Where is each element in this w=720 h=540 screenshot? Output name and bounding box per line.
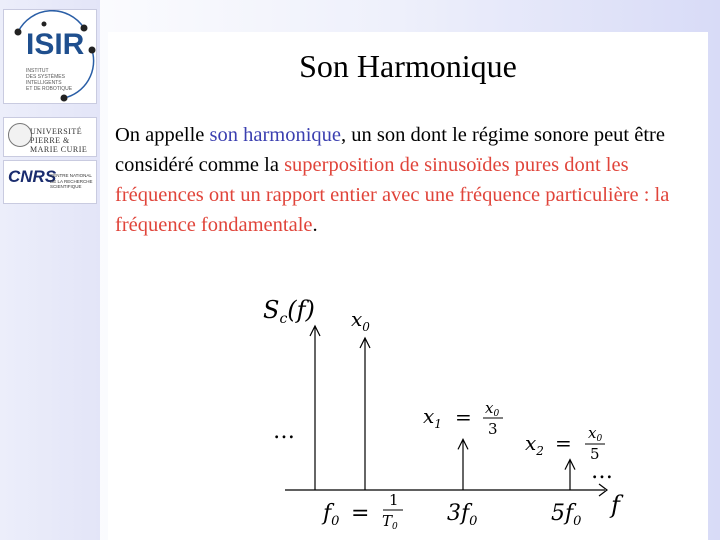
freq-label-3: $5f_0$ bbox=[551, 501, 582, 529]
y-axis-label: $S_c(f)$ bbox=[263, 296, 315, 327]
body-text-3: . bbox=[312, 214, 318, 236]
svg-text:3: 3 bbox=[488, 420, 498, 438]
svg-text:x1: $x_1$ bbox=[423, 404, 442, 431]
svg-text:5: 5 bbox=[590, 445, 600, 463]
spectrum-figure bbox=[255, 288, 645, 533]
x-axis-label: f bbox=[611, 491, 620, 519]
svg-text:x0: $x_0$ bbox=[588, 424, 603, 444]
cnrs-logo bbox=[3, 160, 97, 204]
svg-text:f0: $f_0$ bbox=[323, 501, 340, 529]
term-superposition: superposition de sinusoïdes pures dont les fréquences ont un rapport entier avec une fréquence particulière : la fréquence fondamentale bbox=[115, 154, 670, 236]
peak-1-amplitude: $x_0$ bbox=[351, 307, 370, 334]
term-son-harmonique: son harmonique bbox=[209, 124, 342, 146]
svg-text:=: = bbox=[555, 431, 572, 455]
slide-body bbox=[115, 120, 705, 240]
body-text-2: , un son dont le régime sonore peut être considéré comme la bbox=[115, 124, 665, 176]
freq-label-2: $3f_0$ bbox=[447, 501, 478, 529]
upmc-seal-icon bbox=[8, 123, 32, 147]
peak-3-amplitude bbox=[525, 424, 605, 463]
left-ellipsis: … bbox=[273, 419, 295, 444]
isir-logo bbox=[3, 9, 97, 104]
cnrs-logo-subtitle: CENTRE NATIONAL DE LA RECHERCHE SCIENTIFIQUE bbox=[50, 173, 93, 189]
svg-text:1: 1 bbox=[389, 491, 399, 509]
upmc-logo-name: UNIVERSITÉ PIERRE & MARIE CURIE bbox=[30, 127, 88, 154]
right-ellipsis: … bbox=[591, 459, 613, 484]
svg-text:=: = bbox=[351, 501, 370, 526]
isir-logo-name: ISIR bbox=[26, 28, 85, 61]
svg-text:x0: $x_0$ bbox=[485, 399, 500, 419]
upmc-logo bbox=[3, 117, 97, 157]
svg-text:x2: $x_2$ bbox=[525, 431, 544, 458]
isir-logo-subtitle: INSTITUT DES SYSTÈMES INTELLIGENTS ET DE ROBOTIQUE bbox=[26, 68, 73, 92]
peak-2-amplitude bbox=[423, 399, 503, 438]
slide-title: Son Harmonique bbox=[299, 48, 517, 84]
body-text-1: On appelle bbox=[115, 124, 210, 146]
cnrs-logo-name: CNRS bbox=[8, 167, 57, 186]
svg-text:=: = bbox=[455, 405, 472, 429]
svg-text:T0: $T_0$ bbox=[382, 512, 398, 532]
freq-label-1 bbox=[321, 491, 403, 532]
